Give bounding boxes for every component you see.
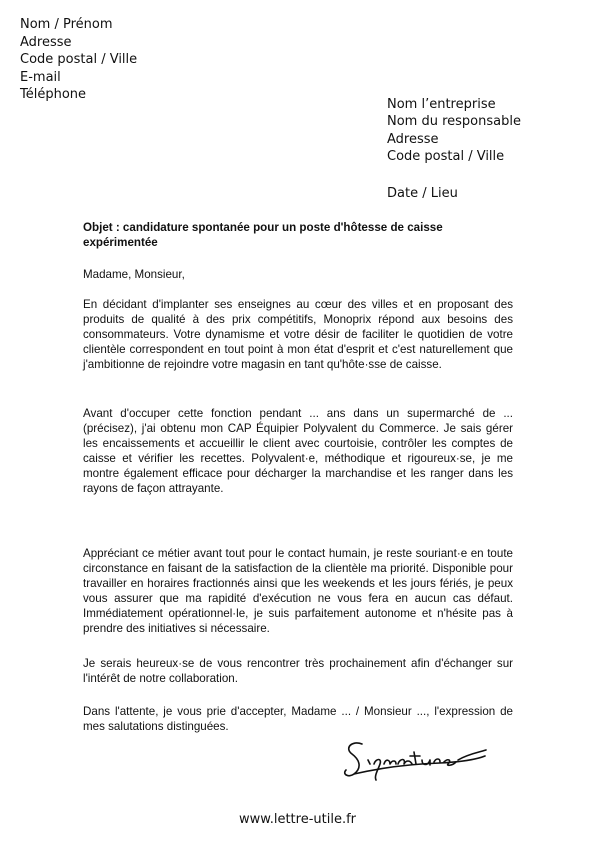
sender-address: Adresse xyxy=(20,34,72,50)
recipient-address: Adresse xyxy=(387,131,439,147)
date-place: Date / Lieu xyxy=(387,186,458,201)
recipient-manager: Nom du responsable xyxy=(387,114,521,130)
letter-paragraph-5: Dans l'attente, je vous prie d'accepter, Madame ... / Monsieur ..., l'expression de mes salutations distinguées. xyxy=(83,705,513,733)
recipient-block xyxy=(387,96,521,166)
letter-paragraph-2: Avant d'occuper cette fonction pendant ... ans dans un supermarché de ... (précisez), j'ai obtenu mon CAP Équipier Polyvalent du Commerce. Je sais gérer les encaissements et accueillir le client avec courtoisie, contrôler les comptes de caisse et vérifier les recettes. Polyvalent·e, méthodique et rigoureux·se, je me montre également efficace pour décharger la marchandise et les ranger dans les rayons de façon attrayante. xyxy=(83,407,513,495)
sender-email: E-mail xyxy=(20,69,61,85)
sender-postal-city: Code postal / Ville xyxy=(20,52,138,68)
sender-name: Nom / Prénom xyxy=(20,17,113,32)
sender-phone: Téléphone xyxy=(20,87,87,103)
sender-block xyxy=(20,16,137,104)
recipient-company: Nom l’entreprise xyxy=(387,97,496,112)
letter-paragraph-4: Je serais heureux·se de vous rencontrer très prochainement afin d'échanger sur l'intérêt de notre collaboration. xyxy=(83,657,513,685)
handwritten-signature xyxy=(340,730,490,785)
letter-paragraph-3: Appréciant ce métier avant tout pour le contact humain, je reste souriant·e en toute circonstance en faisant de la satisfaction de la clientèle ma priorité. Disponible pour travailler en horaires fractionnés ainsi que les weekends et les jours fériés, je peux vous assurer que ma rapidité d'exécution ne vous fera en aucun cas défaut. Immédiatement opérationnel·le, je suis parfaitement autonome et n'hésite pas à prendre des initiatives si nécessaire. xyxy=(83,547,513,635)
letter-object: Objet : candidature spontanée pour un poste d'hôtesse de caisse expérimentée xyxy=(83,221,443,249)
letter-greeting: Madame, Monsieur, xyxy=(83,268,185,281)
letter-paragraph-1: En décidant d'implanter ses enseignes au cœur des villes et en proposant des produits de qualité à des prix compétitifs, Monoprix répond aux besoins des consommateurs. Votre dynamisme et votre désir de faciliter le quotidien de votre clientèle correspondent en tout point à mon état d'esprit et c'est naturellement que j'ambitionne de rejoindre votre magasin en tant qu'hôte·sse de caisse. xyxy=(83,298,513,371)
recipient-postal-city: Code postal / Ville xyxy=(387,149,505,165)
footer-website[interactable]: www.lettre-utile.fr xyxy=(239,812,356,827)
